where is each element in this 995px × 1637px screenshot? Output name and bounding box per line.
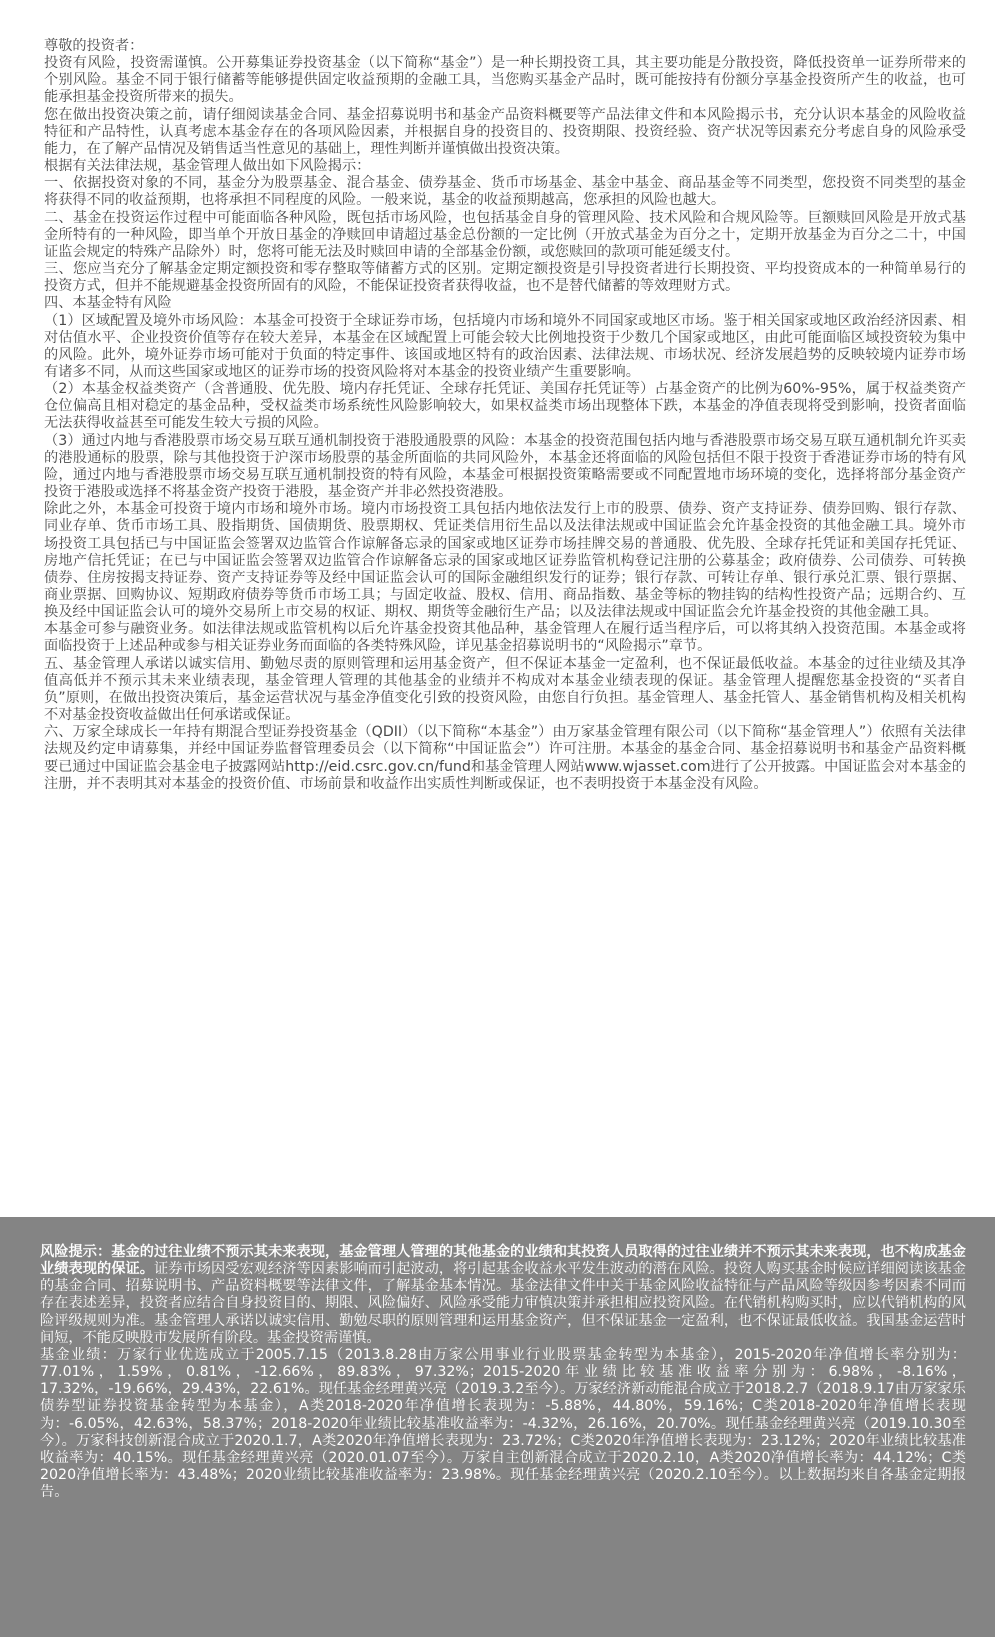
- fund-performance-paragraph: 基金业绩：万家行业优选成立于2005.7.15（2013.8.28由万家公用事业行业股票基金转型为本基金），2015-2020年净值增长率分别为：77.01%，1.59%，0.81%，-12.66%，89.83%，97.32%；2015-2020年业绩比较基准收益率分别为：6.98%，-8.16%，17.32%，-19.66%，29.43%，22.61%。现任基金经理黄兴亮（2019.3.2至今）。万家经济新动能混合成立于2018.2.7（2018.9.17由万家家乐债券型证券投资基金转型为本基金），A类2018-2020年净值增长表现为：-5.88%，44.80%，59.16%；C类2018-2020年净值增长表现为：-6.05%，42.63%，58.37%；2018-2020年业绩比较基准收益率为：-4.32%，26.16%，20.70%。现任基金经理黄兴亮（2019.10.30至今）。万家科技创新混合成立于2020.1.7，A类2020年净值增长表现为：23.72%；C类2020年净值增长表现为：23.12%；2020年业绩比较基准收益率为：40.15%。现任基金经理黄兴亮（2020.01.07至今）。万家自主创新混合成立于2020.2.10，A类2020净值增长率为：44.12%；C类2020净值增长率为：43.48%；2020业绩比较基准收益率为：23.98%。现任基金经理黄兴亮（2020.2.10至今）。以上数据均来自各基金定期报告。: [40, 1346, 966, 1501]
- paragraph-section-1: 一、依据投资对象的不同，基金分为股票基金、混合基金、债券基金、货币市场基金、基金中基金、商品基金等不同类型，您投资不同类型的基金将获得不同的收益预期，也将承担不同程度的风险。一般来说，基金的收益预期越高，您承担的风险也越大。: [44, 175, 966, 209]
- risk-warning-text: 证券市场因受宏观经济等因素影响而引起波动，将引起基金收益水平发生波动的潜在风险。投资人购买基金时候应详细阅读该基金的基金合同、招募说明书、产品资料概要等法律文件，了解基金基本情况。基金法律文件中关于基金风险收益特征与产品风险等级因参考因素不同而存在表述差异，投资者应结合自身投资目的、期限、风险偏好、风险承受能力审慎决策并承担相应投资风险。在代销机构购买时，应以代销机构的风险评级规则为准。基金管理人承诺以诚实信用、勤勉尽职的原则管理和运用基金资产，但不保证基金一定盈利，也不保证最低收益。我国基金运营时间短，不能反映股市发展所有阶段。基金投资需谨慎。: [40, 1261, 966, 1346]
- paragraph-section-3: 三、您应当充分了解基金定期定额投资和零存整取等储蓄方式的区别。定期定额投资是引导投资者进行长期投资、平均投资成本的一种简单易行的投资方式，但并不能规避基金投资所固有的风险，不能保证投资者获得收益，也不是替代储蓄的等效理财方式。: [44, 261, 966, 295]
- greeting: 尊敬的投资者：: [44, 38, 144, 54]
- paragraph-section-2: 二、基金在投资运作过程中可能面临各种风险，既包括市场风险，也包括基金自身的管理风险、技术风险和合规风险等。巨额赎回风险是开放式基金所特有的一种风险，即当单个开放日基金的净赎回申请超过基金总份额的一定比例（开放式基金为百分之十，定期开放基金为百分之二十，中国证监会规定的特殊产品除外）时，您将可能无法及时赎回申请的全部基金份额，或您赎回的款项可能延缓支付。: [44, 209, 966, 260]
- paragraph-risk-1: （1）区域配置及境外市场风险：本基金可投资于全球证券市场，包括境内市场和境外不同国家或地区市场。鉴于相关国家或地区政治经济因素、相对估值水平、企业投资价值等存在较大差异，本基金在区域配置上可能会较大比例地投资于少数几个国家或地区，由此可能面临区域投资较为集中的风险。此外，境外证券市场可能对于负面的特定事件、该国或地区特有的政治因素、法律法规、市场状况、经济发展趋势的反映较境内证券市场有诸多不同，从而这些国家或地区的证券市场的投资风险将对本基金的投资业绩产生重要影响。: [44, 312, 966, 380]
- paragraph-investment-scope: 除此之外，本基金可投资于境内市场和境外市场。境内市场投资工具包括内地依法发行上市的股票、债券、资产支持证券、债券回购、银行存款、同业存单、货币市场工具、股指期货、国债期货、股票期权、凭证类信用衍生品以及法律法规或中国证监会允许基金投资的其他金融工具。境外市场投资工具包括已与中国证监会签署双边监管合作谅解备忘录的国家或地区证券市场挂牌交易的普通股、优先股、全球存托凭证和美国存托凭证、房地产信托凭证；在已与中国证监会签署双边监管合作谅解备忘录的国家或地区证券监管机构登记注册的公募基金；政府债券、公司债券、可转换债券、住房按揭支持证券、资产支持证券等及经中国证监会认可的国际金融组织发行的证券；银行存款、可转让存单、银行承兑汇票、银行票据、商业票据、回购协议、短期政府债券等货币市场工具；与固定收益、股权、信用、商品指数、基金等标的物挂钩的结构性投资产品；远期合约、互换及经中国证监会认可的境外交易所上市交易的权证、期权、期货等金融衍生产品；以及法律法规或中国证监会允许基金投资的其他金融工具。: [44, 501, 966, 621]
- risk-warning-body: [40, 1244, 966, 1501]
- paragraph-section-6: 六、万家全球成长一年持有期混合型证券投资基金（QDII）（以下简称“本基金”）由万家基金管理有限公司（以下简称“基金管理人”）依照有关法律法规及约定申请募集，并经中国证券监督管理委员会（以下简称“中国证监会”）许可注册。本基金的基金合同、基金招募说明书和基金产品资料概要已通过中国证监会基金电子披露网站http://eid.csrc.gov.cn/fund和基金管理人网站www.wjasset.com进行了公开披露。中国证监会对本基金的注册，并不表明其对本基金的投资价值、市场前景和收益作出实质性判断或保证，也不表明投资于本基金没有风险。: [44, 724, 966, 792]
- paragraph-section-5: 五、基金管理人承诺以诚实信用、勤勉尽责的原则管理和运用基金资产，但不保证本基金一定盈利，也不保证最低收益。本基金的过往业绩及其净值高低并不预示其未来业绩表现，基金管理人管理的其他基金的业绩并不构成对本基金业绩表现的保证。基金管理人提醒您基金投资的“买者自负”原则，在做出投资决策后，基金运营状况与基金净值变化引致的投资风险，由您自行负担。基金管理人、基金托管人、基金销售机构及相关机构不对基金投资收益做出任何承诺或保证。: [44, 655, 966, 724]
- paragraph-risk-3: （3）通过内地与香港股票市场交易互联互通机制投资于港股通股票的风险：本基金的投资范围包括内地与香港股票市场交易互联互通机制允许买卖的港股通标的股票，除与其他投资于沪深市场股票的基金所面临的共同风险外，本基金还将面临的风险包括但不限于投资于香港证券市场的特有风险，通过内地与香港股票市场交易互联互通机制投资的特有风险，本基金可根据投资策略需要或不同配置地市场环境的变化，选择将部分基金资产投资于港股或选择不将基金资产投资于港股，基金资产并非必然投资港股。: [44, 432, 966, 501]
- paragraph-disclosure-lead: 根据有关法律法规，基金管理人做出如下风险揭示：: [44, 158, 371, 175]
- risk-warning-panel: [0, 1217, 995, 1637]
- heading-section-4: 四、本基金特有风险: [44, 295, 172, 312]
- paragraph-before-decision: 您在做出投资决策之前，请仔细阅读基金合同、基金招募说明书和基金产品资料概要等产品法律文件和本风险揭示书，充分认识本基金的风险收益特征和产品特性，认真考虑本基金存在的各项风险因素，并根据自身的投资目的、投资期限、投资经验、资产状况等因素充分考虑自身的风险承受能力，在了解产品情况及销售适当性意见的基础上，理性判断并谨慎做出投资决策。: [44, 106, 966, 157]
- paragraph-financing: 本基金可参与融资业务。如法律法规或监管机构以后允许基金投资其他品种，基金管理人在履行适当程序后，可以将其纳入投资范围。本基金或将面临投资于上述品种或参与相关证券业务而面临的各类特殊风险，详见基金招募说明书的“风险揭示”章节。: [44, 621, 966, 655]
- risk-warning-bold-lead: 风险提示：基金的过往业绩不预示其未来表现，基金管理人管理的其他基金的业绩和其投资人员取得的过往业绩并不预示其未来表现，也不构成基金业绩表现的保证。: [40, 1244, 966, 1278]
- paragraph-risk-2: （2）本基金权益类资产（含普通股、优先股、境内存托凭证、全球存托凭证、美国存托凭证等）占基金资产的比例为60%-95%，属于权益类资产仓位偏高且相对稳定的基金品种，受权益类市场系统性风险影响较大，如果权益类市场出现整体下跌，本基金的净值表现将受到影响，投资者面临无法获得收益甚至可能发生较大亏损的风险。: [44, 381, 966, 432]
- risk-disclosure-letter: [44, 38, 966, 793]
- paragraph-intro: 投资有风险，投资需谨慎。公开募集证券投资基金（以下简称“基金”）是一种长期投资工具，其主要功能是分散投资，降低投资单一证券所带来的个别风险。基金不同于银行储蓄等能够提供固定收益预期的金融工具，当您购买基金产品时，既可能按持有份额分享基金投资所产生的收益，也可能承担基金投资所带来的损失。: [44, 55, 966, 106]
- risk-warning-paragraph: [40, 1244, 966, 1347]
